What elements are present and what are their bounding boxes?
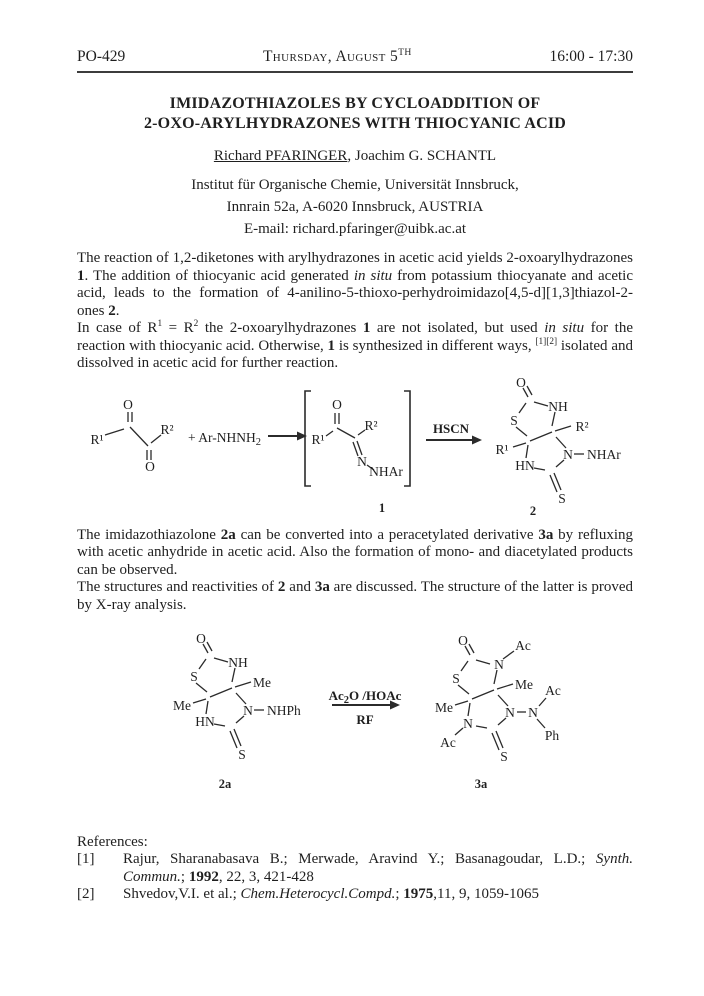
- s-thione-label: S: [238, 747, 246, 762]
- hscn-label: HSCN: [432, 420, 470, 436]
- references-heading: References:: [77, 834, 148, 850]
- affiliation-institute: Institut für Organische Chemie, Universität Innsbruck,: [191, 177, 519, 193]
- reference-text: Shvedov,V.I. et al.; Chem.Heterocycl.Compd.; 1975,11, 9, 1059-1065: [123, 886, 539, 903]
- hydrazone-structure: [311, 397, 403, 479]
- affiliation-block: [77, 174, 633, 240]
- nhph-label: NHPh: [267, 703, 301, 718]
- paper-title: [77, 94, 633, 134]
- nhar-label: NHAr: [369, 463, 403, 479]
- r1-label: R¹: [495, 441, 509, 457]
- o-label: O: [332, 396, 342, 412]
- abstract-paragraph-1a: The reaction of 1,2-diketones with arylhydrazones in acetic acid yields 2-oxoarylhydrazones 1. The addition of thiocyanic acid generated in situ from potassium thiocyanate and acetic acid, leads to the formation of 4-anilino-5-thioxo-perhydroimidazo[4,5-d][1,3]thiazol-2-ones 2.: [77, 250, 633, 319]
- ac-bottom-label: Ac: [440, 735, 456, 750]
- references-section: [77, 834, 633, 904]
- reaction-scheme-1: [77, 375, 633, 525]
- title-line-1: IMIDAZOTHIAZOLES BY CYCLOADDITION OF: [169, 95, 541, 112]
- ph-label: Ph: [544, 728, 560, 743]
- ac-right-label: Ac: [545, 683, 561, 698]
- compound-3a-structure: [435, 633, 561, 764]
- compound-2-label: 2: [529, 503, 537, 518]
- compound-1-label: 1: [378, 500, 386, 515]
- left-bracket: [305, 391, 311, 486]
- hn-label: HN: [515, 457, 535, 473]
- nh-label: NH: [548, 398, 568, 414]
- reference-item: [77, 851, 633, 886]
- s-ring-label: S: [510, 412, 518, 428]
- s-thione-label: S: [500, 749, 508, 764]
- n-label: N: [243, 703, 253, 718]
- o-label: O: [196, 631, 206, 646]
- hydrazine-reagent-label: + $Ar-NHNH_2$: [188, 429, 261, 448]
- compound-3a-label: 3a: [474, 777, 488, 791]
- session-time: 16:00 - 17:30: [549, 48, 633, 65]
- o-top-label: O: [123, 396, 133, 412]
- compound-2-structure: [495, 375, 621, 506]
- reference-number: [1]: [77, 851, 95, 868]
- reference-item: [77, 886, 633, 903]
- n-label: N: [563, 446, 573, 462]
- ac-top-label: Ac: [515, 638, 531, 653]
- poster-code: PO-429: [77, 48, 126, 65]
- r1-label: R¹: [311, 431, 325, 447]
- o-label: O: [516, 374, 526, 390]
- title-line-2: 2-OXO-ARYLHYDRAZONES WITH THIOCYANIC ACID: [143, 115, 567, 132]
- hn-label: HN: [195, 714, 215, 729]
- abstract-paragraph-2b: The structures and reactivities of 2 and 3a are discussed. The structure of the latter is proved by X-ray analysis.: [77, 579, 633, 613]
- n-ring-label: N: [505, 705, 515, 720]
- nhar-label: NHAr: [587, 446, 621, 462]
- affiliation-address: Innrain 52a, A-6020 Innsbruck, AUSTRIA: [226, 199, 484, 215]
- conditions-bottom-label: RF: [356, 712, 374, 727]
- page-header: [77, 48, 633, 73]
- reference-number: [2]: [77, 886, 95, 903]
- session-date: Thursday, August 5TH: [262, 46, 412, 65]
- n-top-label: N: [494, 657, 504, 672]
- s-thione-label: S: [558, 490, 566, 506]
- authors-line: Richard PFARINGER, Joachim G. SCHANTL: [213, 148, 497, 164]
- conditions-top-label: $Ac_2O$ /HOAc: [328, 688, 402, 706]
- right-bracket: [404, 391, 410, 486]
- abstract-paragraph-2a: The imidazothiazolone 2a can be converted into a peracetylated derivative 3a by refluxing with acetic anhydride in acetic acid. Also the formation of mono- and diacetylated products can be observed.: [77, 526, 633, 578]
- reference-text: Rajur, Sharanabasava B.; Merwade, Aravind Y.; Basanagoudar, L.D.; Synth. Commun.; 1992, 22, 3, 421-428: [123, 851, 633, 885]
- me-right-label: Me: [515, 677, 533, 692]
- r1-label: R¹: [90, 431, 104, 447]
- reaction-scheme-2: [77, 628, 633, 796]
- compound-2a-structure: [173, 631, 301, 762]
- me-left-label: Me: [173, 698, 191, 713]
- me-left-label: Me: [435, 700, 453, 715]
- compound-2a-label: 2a: [218, 777, 232, 791]
- affiliation-email: E-mail: richard.pfaringer@uibk.ac.at: [243, 221, 467, 237]
- s-ring-label: S: [190, 669, 198, 684]
- diketone-structure: [90, 397, 173, 474]
- r2-label: R²: [160, 421, 174, 437]
- o-label: O: [458, 633, 468, 648]
- s-ring-label: S: [452, 671, 460, 686]
- n-amide-label: N: [528, 705, 538, 720]
- reaction-arrow-hscn: [426, 435, 482, 444]
- me-right-label: Me: [253, 675, 271, 690]
- abstract-paragraph-1b: In case of $R^1 = R^2$ the 2-oxoarylhydrazones 1 are not isolated, but used in situ for the reaction with thiocyanic acid. Otherwise, 1 is synthesized in different ways, [1][2] isolated and dissolved in acetic acid for further reaction.: [77, 319, 633, 371]
- nh-label: NH: [228, 655, 248, 670]
- r2-label: R²: [364, 417, 378, 433]
- r2-label: R²: [575, 418, 589, 434]
- n-bottom-label: N: [463, 716, 473, 731]
- o-bottom-label: O: [145, 458, 155, 474]
- n-label: N: [357, 453, 367, 469]
- date-ordinal-suffix: TH: [398, 46, 412, 58]
- reaction-arrow-1: [268, 431, 307, 440]
